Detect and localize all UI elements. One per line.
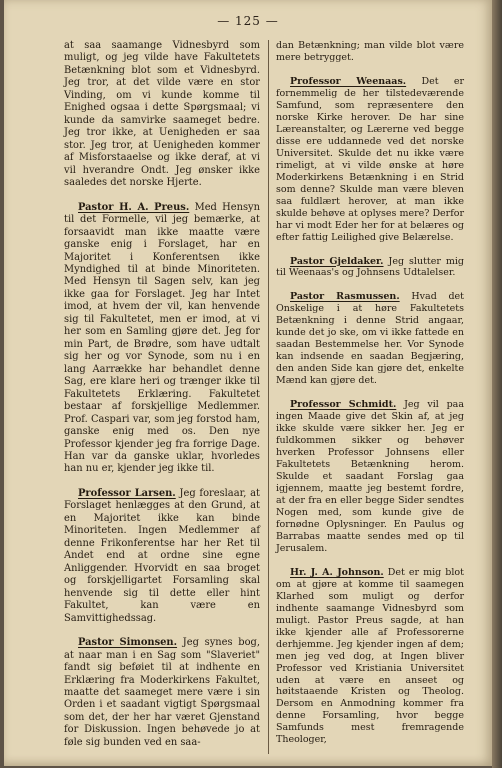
paragraph-text: Jeg foreslaar, at Forslaget henlægges at den Grund, at en Majoritet ikke kan binde Minoriteten. Ingen Medlemmer af denne Frikonferentse har her Ret til Andet end at ordne sine egne Anliggender. Hvorvidt en saa broget og forskjelligartet Forsamling skal henvende sig til dette eller hint Fakultet, kan være en Samvittighedssag.	[64, 487, 260, 624]
paragraph	[276, 76, 464, 244]
paragraph	[64, 488, 260, 625]
page-number: — 125 —	[217, 14, 279, 28]
paragraph-text: Med Hensyn til det Formelle, vil jeg bemærke, at forsaavidt man ikke maatte være ganske enig i Forslaget, har en Majoritet i Konferentsen ikke Myndighed til at binde Minoriteten. Med Hensyn til Sagen selv, kan jeg ikke gaa for Forslaget. Jeg har Intet imod, at hvem der vil, kan henvende sig til Fakultetet, men er imod, at vi her som en Samling gjøre det. Jeg for min Part, de Brødre, som have udtalt sig her og vor Synode, som nu i en lang Aarrække har behandlet denne Sag, ere klare heri og trænger ikke til Fakultetets Erklæring. Fakultetet bestaar af forskjellige Medlemmer. Prof. Caspari var, som jeg forstod ham, ganske enig med os. Den nye Professor kjender jeg fra forrige Dage. Han var da ganske uklar, hvorledes han nu er, kjender jeg ikke til.	[64, 201, 260, 475]
speaker-name: Professor Schmidt.	[290, 399, 397, 411]
paragraph-text: Det er mig blot om at gjøre at komme til saamegen Klarhed som muligt og derfor indhente saamange Vidnesbyrd som muligt. Pastor Preus sagde, at han ikke kjender alle af Professorerne derhjemme. Jeg kjender ingen af dem; men jeg ved dog, at Ingen bliver Professor ved Kristiania Universitet uden at være en anseet og høitstaaende Kristen og Theolog. Dersom en Anmodning kommer fra denne Forsamling, hvor begge Samfunds mest fremragende Theologer,	[276, 566, 464, 746]
paragraph	[64, 202, 260, 476]
column-divider	[268, 40, 269, 754]
speaker-name: Pastor Gjeldaker.	[290, 255, 384, 267]
paragraph-text: Hvad det Onskelige i at høre Fakultetets Betænkning i denne Strid angaar, kunde det jo ske, om vi ikke fattede en saadan Bestemmelse her. Vor Synode kan indsende en saadan Begjæring, den anden Side kan gjøre det, enkelte Mænd kan gjøre det.	[276, 291, 464, 387]
left-column	[64, 40, 260, 749]
book-page	[4, 0, 492, 766]
speaker-name: Pastor H. A. Preus.	[78, 201, 190, 213]
paragraph	[64, 637, 260, 749]
speaker-name: Professor Weenaas.	[290, 75, 407, 87]
book-spine-edge	[492, 0, 502, 768]
paragraph-text: Jeg synes bog, at naar man i en Sag som "Slaveriet" fandt sig beføiet til at indhente en Erklæring fra Moderkirkens Fakultet, maatte det saameget mere være i sin Orden i et saadant vigtigt Spørgsmaal som det, der her har været Gjenstand for Diskussion. Ingen behøvede jo at føle sig bunden ved en saa-	[64, 637, 260, 748]
paragraph	[276, 291, 464, 387]
paragraph-text: at saa saamange Vidnesbyrd som muligt, og jeg vilde have Fakultetets Betænkning blot som et Vidnesbyrd. Jeg tror, at det vilde være en stor Vinding, om vi kunde komme til Enighed ogsaa i dette Spørgsmaal; vi kunde da samvirke saameget bedre. Jeg tror ikke, at Uenigheden er saa stor. Jeg tror, at Uenigheden kommer af Misforstaaelse og ikke deraf, at vi vil hverandre Ondt. Jeg ønsker ikke saaledes det norske Hjerte.	[64, 40, 260, 189]
paragraph	[276, 40, 464, 64]
paragraph	[276, 256, 464, 280]
right-column	[276, 40, 464, 746]
paragraph	[276, 567, 464, 747]
speaker-name: Professor Larsen.	[78, 487, 176, 499]
paragraph-text: Jeg slutter mig til Weenaas's og Johnsens Udtalelser.	[276, 255, 465, 279]
paragraph-text: dan Betænkning; man vilde blot være mere betrygget.	[276, 40, 464, 63]
speaker-name: Pastor Simonsen.	[78, 637, 178, 649]
speaker-name: Hr. J. A. Johnson.	[290, 566, 384, 578]
paragraph-text: Jeg vil paa ingen Maade give det Skin af, at jeg ikke skulde være sikker her. Jeg er fuldkommen sikker og behøver hverken Professor Johnsens eller Fakultetets Betænkning herom. Skulde et saadant Forslag gaa igjennem, maatte jeg bestemt fordre, at der fra en eller begge Sider sendtes Nogen med, som kunde give de fornødne Oplysninger. En Paulus og Barrabas maatte sendes med op til Jerusalem.	[276, 399, 465, 554]
paragraph	[276, 399, 464, 555]
speaker-name: Pastor Rasmussen.	[290, 291, 400, 303]
paragraph-text: Det er fornemmelig de her tilstedeværende Samfund, som repræsentere den norske Kirke herover. De har sine Læreanstalter, og Lærerne ved begge disse ere uddannede ved det norske Universitet. Skulde det nu ikke være rimeligt, at vi vilde ønske at høre Moderkirkens Betænkning i en Strid som denne? Skulde man være bleven saa fuldlært herover, at man ikke skulde behøve at oplyses mere? Derfor har vi modt Eder her for at belæres og efter fattig Leilighed give Belærelse.	[276, 75, 464, 243]
paragraph	[64, 40, 260, 190]
